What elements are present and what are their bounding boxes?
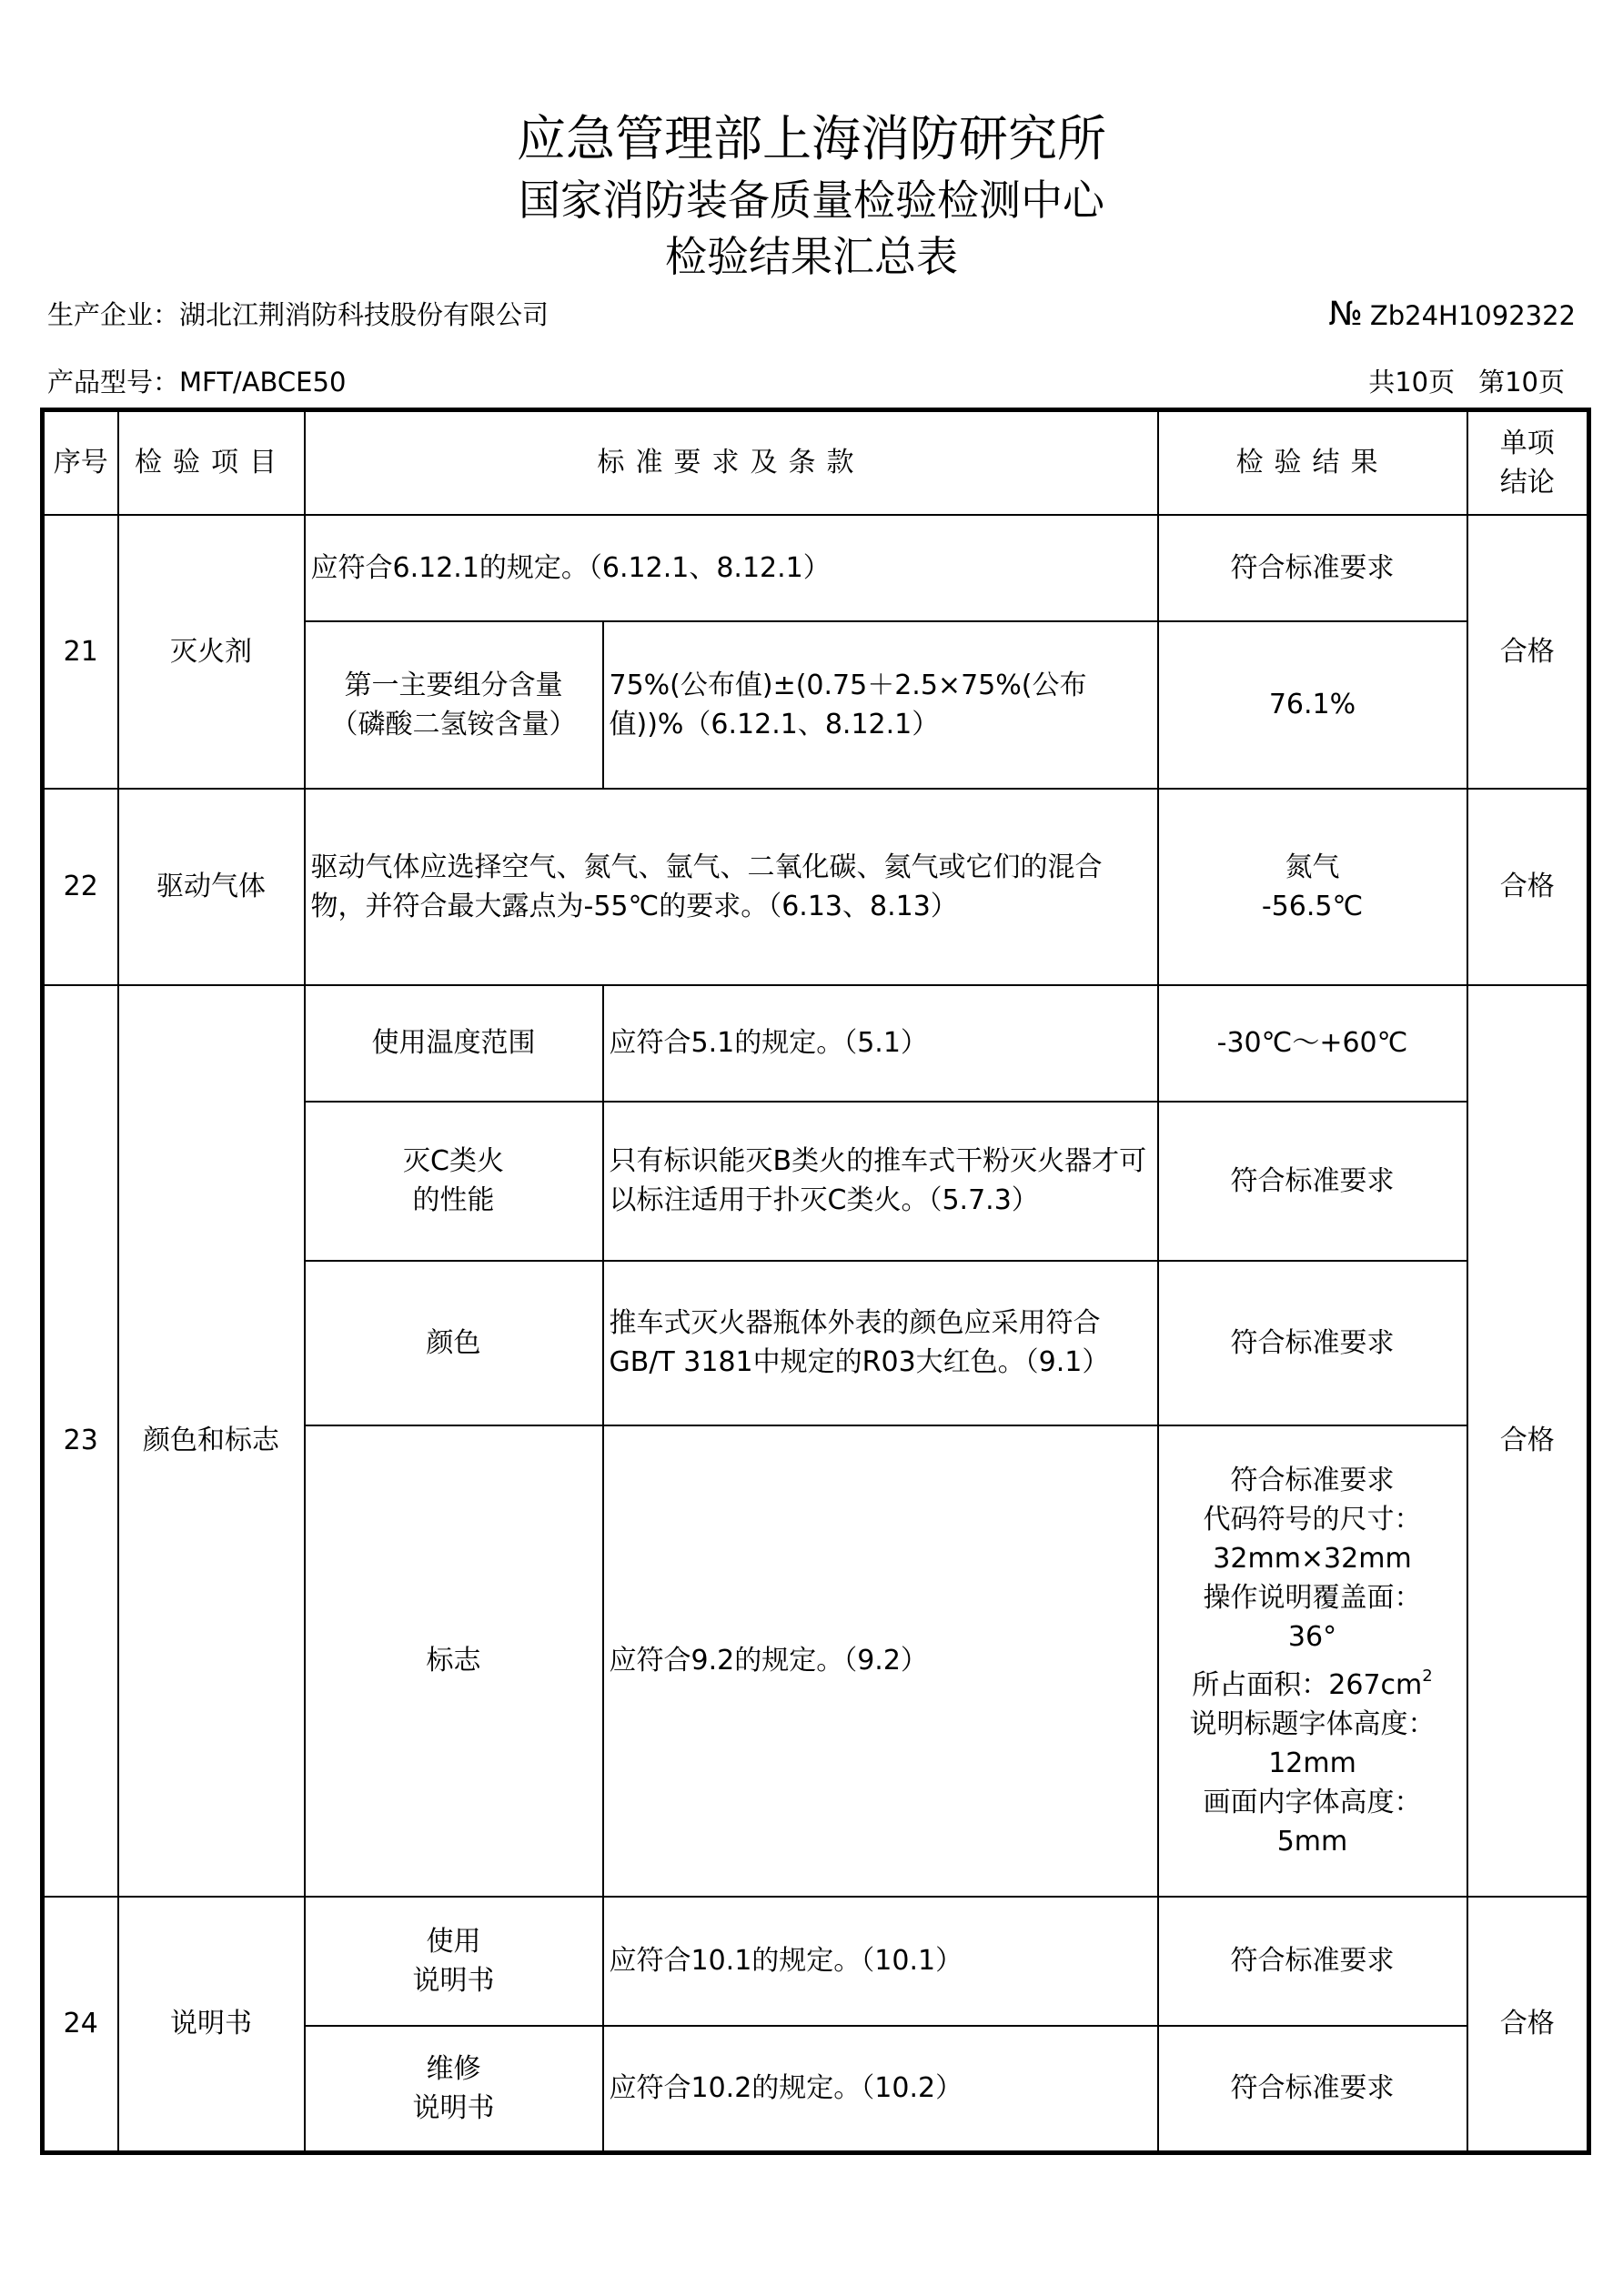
company-value: 湖北江荆消防科技股份有限公司 [179, 299, 549, 330]
standard-text: 应符合10.2的规定。（10.2） [603, 2026, 1158, 2153]
row-seq: 23 [43, 985, 118, 1897]
result-line2: -56.5℃ [1261, 890, 1364, 922]
sub-item-line2: （磷酸二氢铵含量） [330, 708, 577, 740]
result-text [1158, 789, 1467, 985]
sub-item-line1: 第一主要组分含量 [344, 669, 563, 701]
sub-item-line1: 灭C类火 [403, 1145, 504, 1177]
result-line: 代码符号的尺寸： [1203, 1503, 1422, 1536]
report-number [1328, 297, 1576, 334]
area-text: 所占面积：267cm [1192, 1668, 1423, 1701]
number-symbol: № [1328, 296, 1363, 333]
sub-item: 使用温度范围 [305, 985, 603, 1102]
row-item: 说明书 [118, 1897, 305, 2153]
model-label: 产品型号： [47, 367, 180, 398]
current-page: 第10页 [1478, 367, 1565, 398]
result-text: 符合标准要求 [1158, 515, 1467, 621]
institute-title: 应急管理部上海消防研究所 [517, 110, 1106, 167]
result-line: 32mm×32mm [1213, 1542, 1412, 1575]
result-line: 5mm [1276, 1825, 1348, 1858]
table-row [43, 789, 1589, 985]
model-line [47, 364, 346, 400]
row-item: 颜色和标志 [118, 985, 305, 1897]
row-conclusion: 合格 [1467, 789, 1589, 985]
row-conclusion: 合格 [1467, 985, 1589, 1897]
company-label: 生产企业： [47, 299, 180, 330]
result-text: 76.1% [1158, 621, 1467, 789]
col-header-result: 检验结果 [1158, 410, 1467, 515]
table-row [43, 515, 1589, 621]
result-line1: 氮气 [1285, 851, 1340, 883]
sub-item [305, 621, 603, 789]
standard-text: 推车式灭火器瓶体外表的颜色应采用符合GB/T 3181中规定的R03大红色。（9.1） [603, 1261, 1158, 1425]
sub-item [305, 2026, 603, 2153]
standard-text: 驱动气体应选择空气、氮气、氩气、二氧化碳、氦气或它们的混合物，并符合最大露点为-55℃的要求。（6.13、8.13） [305, 789, 1158, 985]
sub-item-line1: 使用 [426, 1925, 481, 1958]
table-header-row [43, 410, 1589, 515]
row-seq: 22 [43, 789, 118, 985]
result-line [1164, 1657, 1461, 1705]
col-header-standard: 标准要求及条款 [305, 410, 1158, 515]
standard-text: 只有标识能灭B类火的推车式干粉灭火器才可以标注适用于扑灭C类火。（5.7.3） [603, 1102, 1158, 1261]
row-item: 灭火剂 [118, 515, 305, 789]
company-line [47, 297, 549, 333]
standard-text: 应符合10.1的规定。（10.1） [603, 1897, 1158, 2026]
row-item: 驱动气体 [118, 789, 305, 985]
result-line: 画面内字体高度： [1203, 1786, 1422, 1818]
row-seq: 24 [43, 1897, 118, 2153]
col-header-seq: 序号 [43, 410, 118, 515]
result-line: 12mm [1268, 1747, 1356, 1779]
sub-item [305, 1897, 603, 2026]
table-row [43, 985, 1589, 1102]
sub-item-line2: 的性能 [412, 1184, 495, 1216]
standard-text: 应符合9.2的规定。（9.2） [603, 1425, 1158, 1897]
results-table [40, 408, 1591, 2155]
result-text: -30℃～+60℃ [1158, 985, 1467, 1102]
standard-text: 应符合5.1的规定。（5.1） [603, 985, 1158, 1102]
standard-text: 应符合6.12.1的规定。（6.12.1、8.12.1） [305, 515, 1158, 621]
result-text: 符合标准要求 [1158, 1261, 1467, 1425]
result-line: 符合标准要求 [1230, 1464, 1395, 1496]
sub-item: 标志 [305, 1425, 603, 1897]
page-indicator [1368, 364, 1565, 400]
row-seq: 21 [43, 515, 118, 789]
conclusion-header-line1: 单项 [1499, 427, 1555, 459]
row-conclusion: 合格 [1467, 1897, 1589, 2153]
sub-item-line2: 说明书 [412, 2091, 495, 2124]
sub-item [305, 1102, 603, 1261]
sub-item-line1: 维修 [426, 2052, 481, 2085]
sub-item-line2: 说明书 [412, 1964, 495, 1997]
area-superscript: 2 [1422, 1666, 1433, 1686]
col-header-item: 检验项目 [118, 410, 305, 515]
table-row [43, 1897, 1589, 2026]
result-line: 操作说明覆盖面： [1203, 1581, 1422, 1614]
result-text: 符合标准要求 [1158, 1897, 1467, 2026]
result-text: 符合标准要求 [1158, 2026, 1467, 2153]
result-text [1158, 1425, 1467, 1897]
model-value: MFT/ABCE50 [179, 367, 347, 398]
standard-text: 75%(公布值)±(0.75＋2.5×75%(公布值))%（6.12.1、8.12.1） [603, 621, 1158, 789]
result-line: 36° [1287, 1620, 1337, 1653]
result-text: 符合标准要求 [1158, 1102, 1467, 1261]
result-line: 说明标题字体高度： [1189, 1707, 1436, 1740]
report-title: 检验结果汇总表 [665, 232, 958, 281]
total-pages: 共10页 [1368, 367, 1456, 398]
center-title: 国家消防装备质量检验检测中心 [519, 176, 1104, 225]
col-header-conclusion [1467, 410, 1589, 515]
row-conclusion: 合格 [1467, 515, 1589, 789]
conclusion-header-line2: 结论 [1499, 466, 1555, 498]
number-value: Zb24H1092322 [1369, 300, 1576, 331]
sub-item: 颜色 [305, 1261, 603, 1425]
